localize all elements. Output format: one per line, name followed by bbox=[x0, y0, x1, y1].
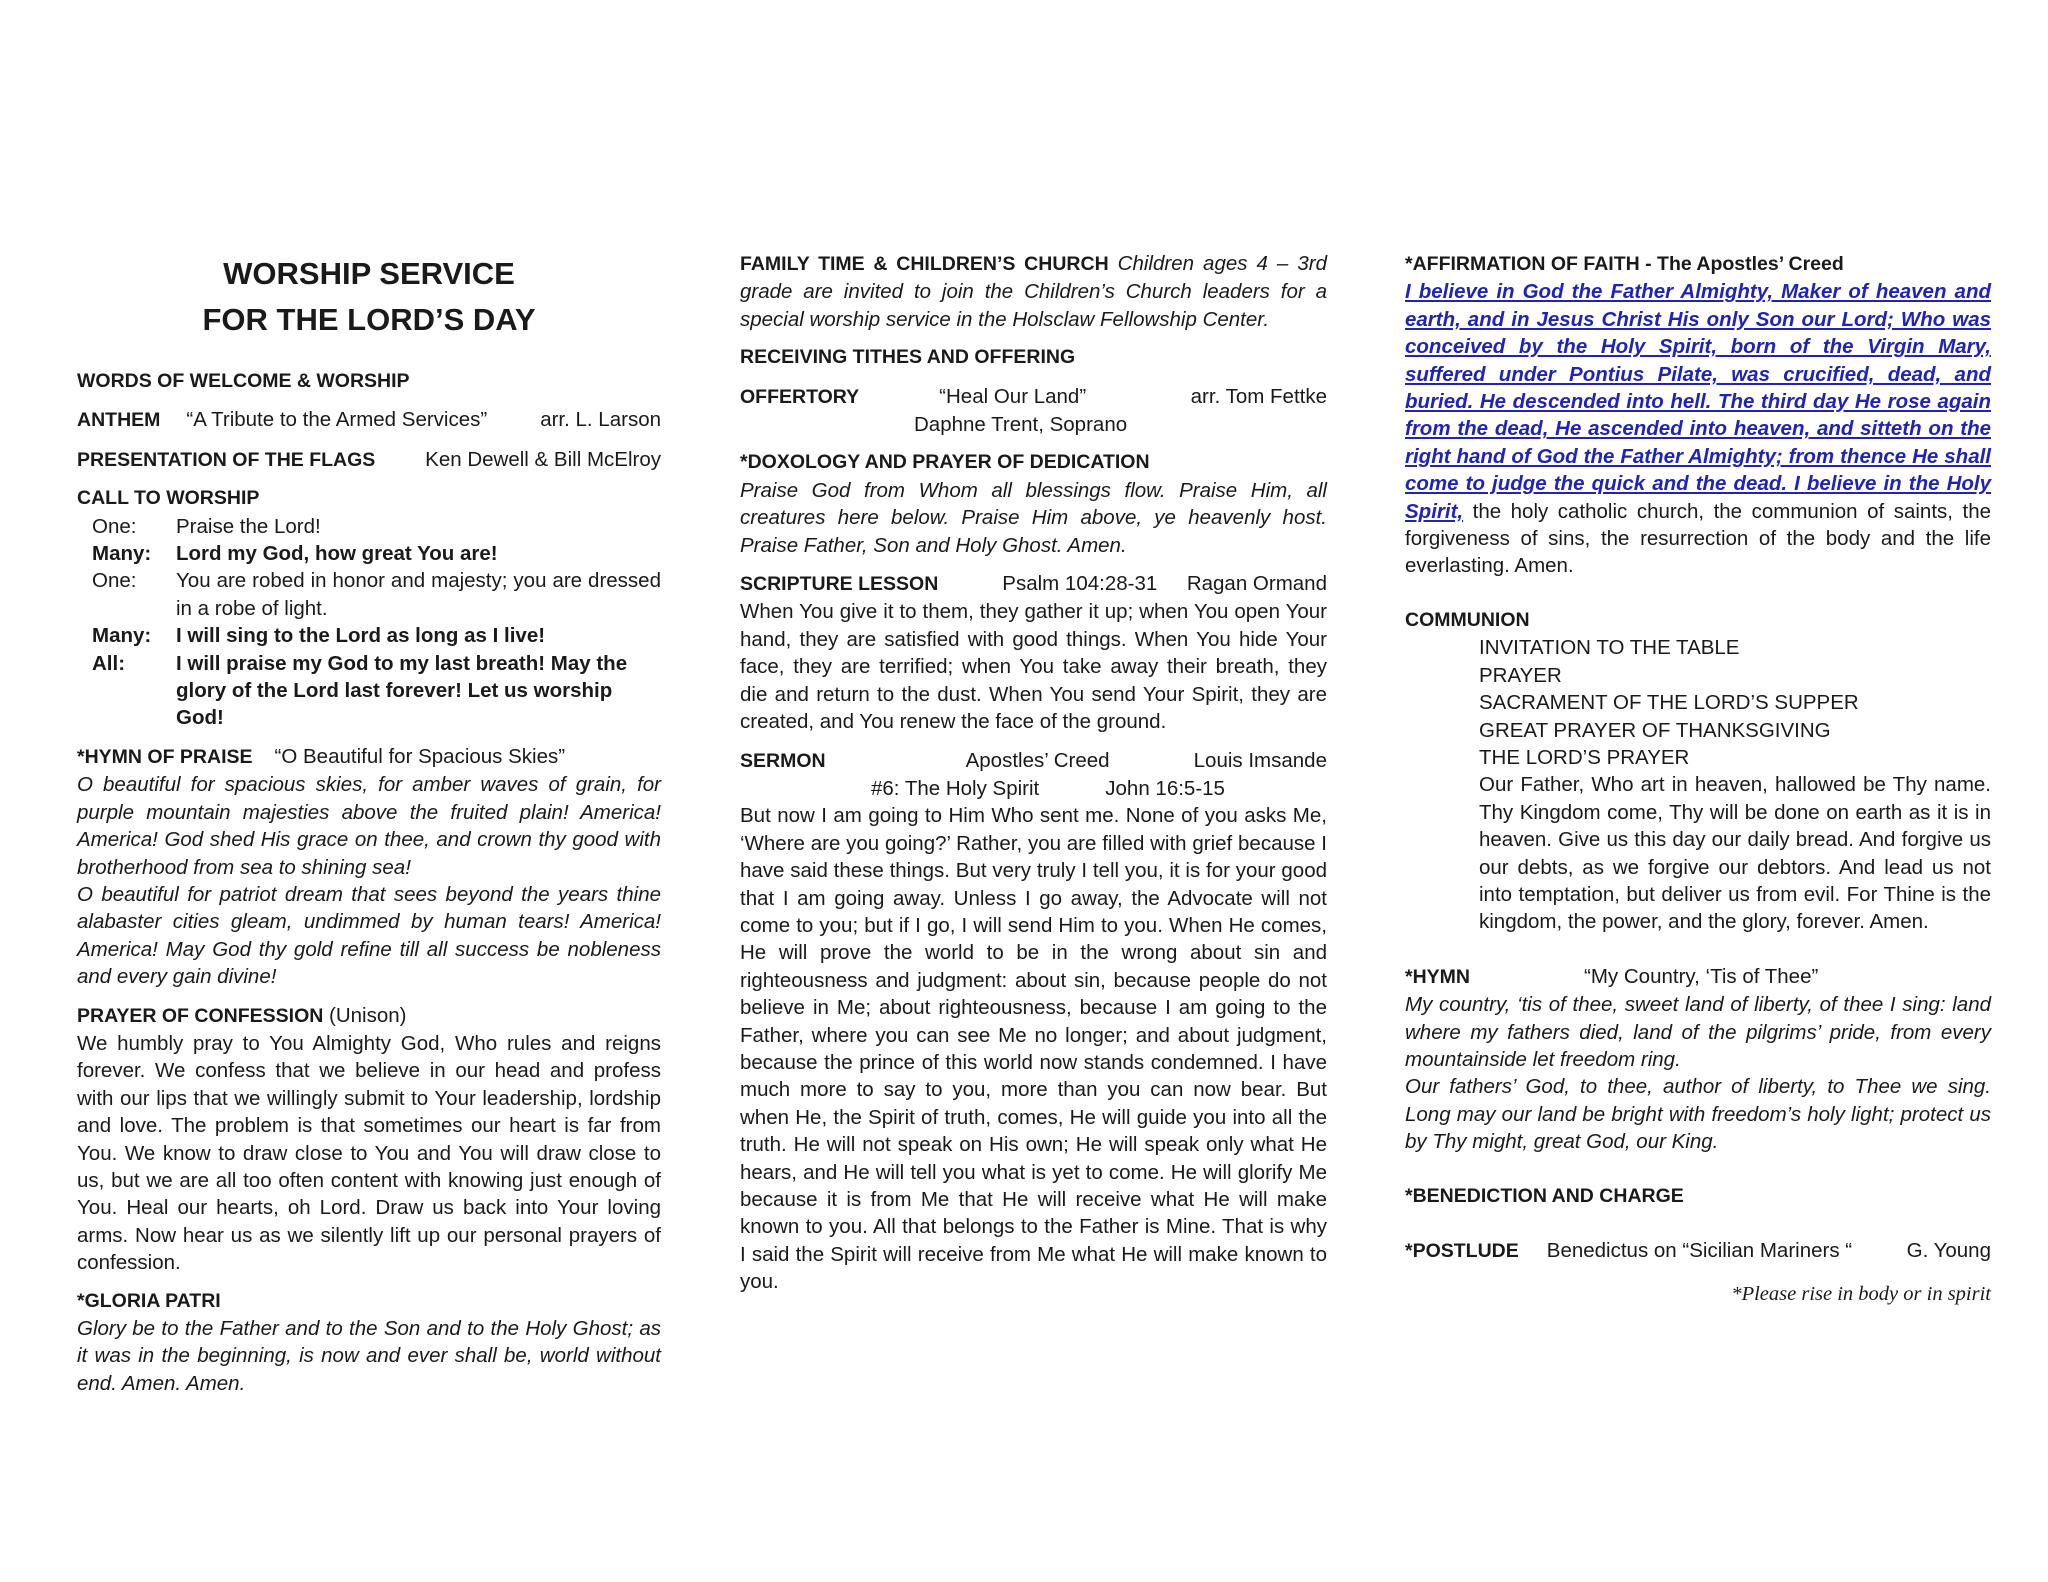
footnote: *Please rise in body or in spirit bbox=[1731, 1283, 1991, 1306]
hymn-of-praise-row bbox=[77, 743, 661, 771]
scripture-label: SCRIPTURE LESSON bbox=[740, 573, 939, 596]
page-title-line-2: FOR THE LORD’S DAY bbox=[202, 302, 536, 337]
hymn-verse-2: Our fathers’ God, to thee, author of liberty, to Thee we sing. Long may our land be bright with freedom’s holy light; protect us by Thy might, great God, our King. bbox=[1405, 1075, 1991, 1154]
confession-note: (Unison) bbox=[323, 1003, 407, 1027]
speaker: One: bbox=[92, 514, 137, 538]
speaker: All: bbox=[92, 651, 126, 675]
line-text: I will sing to the Lord as long as I live! bbox=[176, 624, 546, 648]
hymn-of-praise-title: “O Beautiful for Spacious Skies” bbox=[274, 744, 566, 768]
call-to-worship-heading: CALL TO WORSHIP bbox=[77, 487, 260, 510]
confession-heading bbox=[77, 1002, 661, 1030]
sermon-label: SERMON bbox=[740, 749, 826, 772]
communion-item: PRAYER bbox=[1479, 663, 1562, 687]
hymn-row bbox=[1405, 963, 1991, 991]
speaker: One: bbox=[92, 569, 137, 593]
offertory-performer: Daphne Trent, Soprano bbox=[914, 413, 1128, 437]
communion-item: SACRAMENT OF THE LORD’S SUPPER bbox=[1479, 691, 1859, 715]
communion-item: INVITATION TO THE TABLE bbox=[1479, 636, 1740, 660]
doxology-text: Praise God from Whom all blessings flow. Praise Him, all creatures here below. Praise Him above, ye heavenly host. Praise Father, Son and Holy Ghost. Amen. bbox=[740, 478, 1327, 557]
affirmation-sub: - The Apostles’ Creed bbox=[1639, 253, 1844, 275]
family-text: Children ages 4 – 3rd grade are invited to join the Children’s Church leaders for a special worship service in the Holsclaw Fellowship Center. bbox=[740, 252, 1327, 331]
column-left bbox=[77, 250, 661, 1397]
scripture-ref: Psalm 104:28-31 bbox=[1002, 572, 1158, 596]
sermon-series: Apostles’ Creed bbox=[965, 748, 1110, 772]
anthem-credit: arr. L. Larson bbox=[540, 408, 661, 432]
flags-row bbox=[77, 446, 661, 474]
postlude-label: *POSTLUDE bbox=[1405, 1240, 1519, 1262]
offertory-credit: arr. Tom Fettke bbox=[1190, 384, 1327, 408]
communion-item: GREAT PRAYER OF THANKSGIVING bbox=[1479, 718, 1831, 742]
gloria-text: Glory be to the Father and to the Son and to the Holy Ghost; as it was in the beginning, is now and ever shall be, world without end. Amen. Amen. bbox=[77, 1317, 661, 1395]
sermon-row bbox=[740, 747, 1327, 775]
line-text: Praise the Lord! bbox=[176, 514, 321, 538]
flags-label: PRESENTATION OF THE FLAGS bbox=[77, 448, 376, 471]
confession-label: PRAYER OF CONFESSION bbox=[77, 1004, 324, 1027]
communion-list bbox=[1405, 634, 1991, 935]
hymn-of-praise-label: *HYMN OF PRAISE bbox=[77, 745, 253, 768]
line-text: You are robed in honor and majesty; you are dressed in a robe of light. bbox=[176, 569, 661, 620]
anthem-label: ANTHEM bbox=[77, 409, 161, 432]
speaker: Many: bbox=[92, 542, 152, 566]
apostles-creed-link[interactable]: I believe in God the Father Almighty, Maker of heaven and earth, and in Jesus Christ His only Son our Lord; Who was conceived by the Holy Spirit, born of the Virgin Mary, suffered under Pontius Pilate, was crucified, dead, and buried. He descended into hell. The third day He rose again from the dead, He ascended into heaven, and sitteth on the right hand of God the Father Almighty; from thence He shall come to judge the quick and the dead. I believe in the Holy Spirit, bbox=[1405, 280, 1991, 523]
family-label: FAMILY TIME & CHILDREN’S CHURCH bbox=[740, 253, 1109, 275]
hymn-title: “My Country, ‘Tis of Thee” bbox=[1584, 964, 1819, 988]
offertory-label: OFFERTORY bbox=[740, 385, 860, 408]
communion-heading: COMMUNION bbox=[1405, 608, 1530, 631]
lords-prayer-text: Our Father, Who art in heaven, hallowed be Thy name. Thy Kingdom come, Thy will be done on earth as it is in heaven. Give us this day our daily bread. And forgive us our debts, as we forgive our debtors. And lead us not into temptation, but deliver us from evil. For Thine is the kingdom, the power, and the glory, forever. Amen. bbox=[1479, 773, 1991, 934]
family-time bbox=[740, 250, 1327, 333]
anthem-title: “A Tribute to the Armed Services” bbox=[186, 408, 488, 432]
gloria-heading: *GLORIA PATRI bbox=[77, 1289, 221, 1312]
hymn-verse-1: My country, ‘tis of thee, sweet land of liberty, of thee I sing: land where my fathers died, land of the pilgrims’ pride, from every mountainside let freedom ring. bbox=[1405, 993, 1991, 1071]
welcome-heading: WORDS OF WELCOME & WORSHIP bbox=[77, 370, 410, 392]
hymn-label: *HYMN bbox=[1405, 965, 1471, 988]
line-text: Lord my God, how great You are! bbox=[176, 542, 498, 566]
postlude-credit: G. Young bbox=[1906, 1239, 1991, 1262]
apostles-creed bbox=[1405, 278, 1991, 579]
offertory-title: “Heal Our Land” bbox=[939, 384, 1087, 408]
doxology-heading: *DOXOLOGY AND PRAYER OF DEDICATION bbox=[740, 451, 1150, 474]
page-title-line-1: WORSHIP SERVICE bbox=[223, 256, 515, 291]
postlude-title: Benedictus on “Sicilian Mariners “ bbox=[1546, 1239, 1853, 1262]
speaker: Many: bbox=[92, 624, 152, 648]
flags-credit: Ken Dewell & Bill McElroy bbox=[425, 447, 661, 471]
anthem-row bbox=[77, 406, 661, 434]
affirmation-heading bbox=[1405, 250, 1991, 278]
column-right bbox=[1405, 250, 1991, 1309]
scripture-reader: Ragan Ormand bbox=[1186, 572, 1327, 596]
confession-text: We humbly pray to You Almighty God, Who rules and reigns forever. We confess that we believe in our head and profess with our lips that we willingly submit to Your leadership, lordship and love. The problem is that sometimes our heart is far from You. We know to draw close to You and You will draw close to us, but we are all too often content with knowing just enough of You. Heal our hearts, oh Lord. Draw us back into Your loving arms. Now hear us as we silently lift up our personal prayers of confession. bbox=[77, 1031, 661, 1275]
column-middle bbox=[740, 250, 1327, 1296]
responsive-reading bbox=[77, 513, 661, 732]
scripture-text: When You give it to them, they gather it up; when You open Your hand, they are satisfied with good things. When You hide Your face, they are terrified; when You take away their breath, they die and return to the dust. When You send Your Spirit, they are created, and You renew the face of the ground. bbox=[740, 600, 1327, 734]
scripture-row bbox=[740, 570, 1327, 598]
sermon-ref: John 16:5-15 bbox=[1105, 776, 1225, 800]
hymn-verse-2: O beautiful for patriot dream that sees beyond the years thine alabaster cities gleam, undimmed by human tears! America! America! May God thy gold refine till all success be nobleness and every gain divine! bbox=[77, 882, 661, 989]
benediction-heading: *BENEDICTION AND CHARGE bbox=[1405, 1184, 1684, 1207]
sermon-preacher: Louis Imsande bbox=[1193, 748, 1327, 772]
sermon-title: #6: The Holy Spirit bbox=[871, 776, 1040, 800]
tithes-heading: RECEIVING TITHES AND OFFERING bbox=[740, 346, 1076, 369]
communion-item: THE LORD’S PRAYER bbox=[1479, 745, 1690, 769]
sermon-title-row bbox=[740, 775, 1327, 802]
sermon-text: But now I am going to Him Who sent me. None of you asks Me, ‘Where are you going?’ Rather, you are filled with grief because I have said these things. But very truly I tell you, it is for your good that I am going away. Unless I go away, the Advocate will not come to you; but if I go, I will send Him to you. When He comes, He will prove the world to be in the wrong about sin and righteousness and judgment: about sin, because people do not believe in Me; about righteousness, because I am going to the Father, where you can see Me no longer; and about judgment, because the prince of this world now stands condemned. I have much more to say to you, more than you can now bear. But when He, the Spirit of truth, comes, He will guide you into all the truth. He will not speak on His own; He will speak only what He hears, and He will tell you what is yet to come. He will glorify Me because it is from Me that He will receive what He will make known to you. All that belongs to the Father is Mine. That is why I said the Spirit will receive from Me what He will make known to you. bbox=[740, 804, 1327, 1294]
apostles-creed-rest: the holy catholic church, the communion of saints, the forgiveness of sins, the resurrection of the body and the life everlasting. Amen. bbox=[1405, 499, 1991, 578]
affirmation-label: *AFFIRMATION OF FAITH bbox=[1405, 253, 1640, 275]
postlude-row bbox=[1405, 1237, 1991, 1265]
line-text: I will praise my God to my last breath! May the glory of the Lord last forever! Let us worship God! bbox=[176, 651, 628, 730]
hymn-verse-1: O beautiful for spacious skies, for amber waves of grain, for purple mountain majesties above the fruited plain! America! America! God shed His grace on thee, and crown thy good with brotherhood from sea to shining sea! bbox=[77, 773, 661, 879]
offertory-row bbox=[740, 383, 1327, 411]
